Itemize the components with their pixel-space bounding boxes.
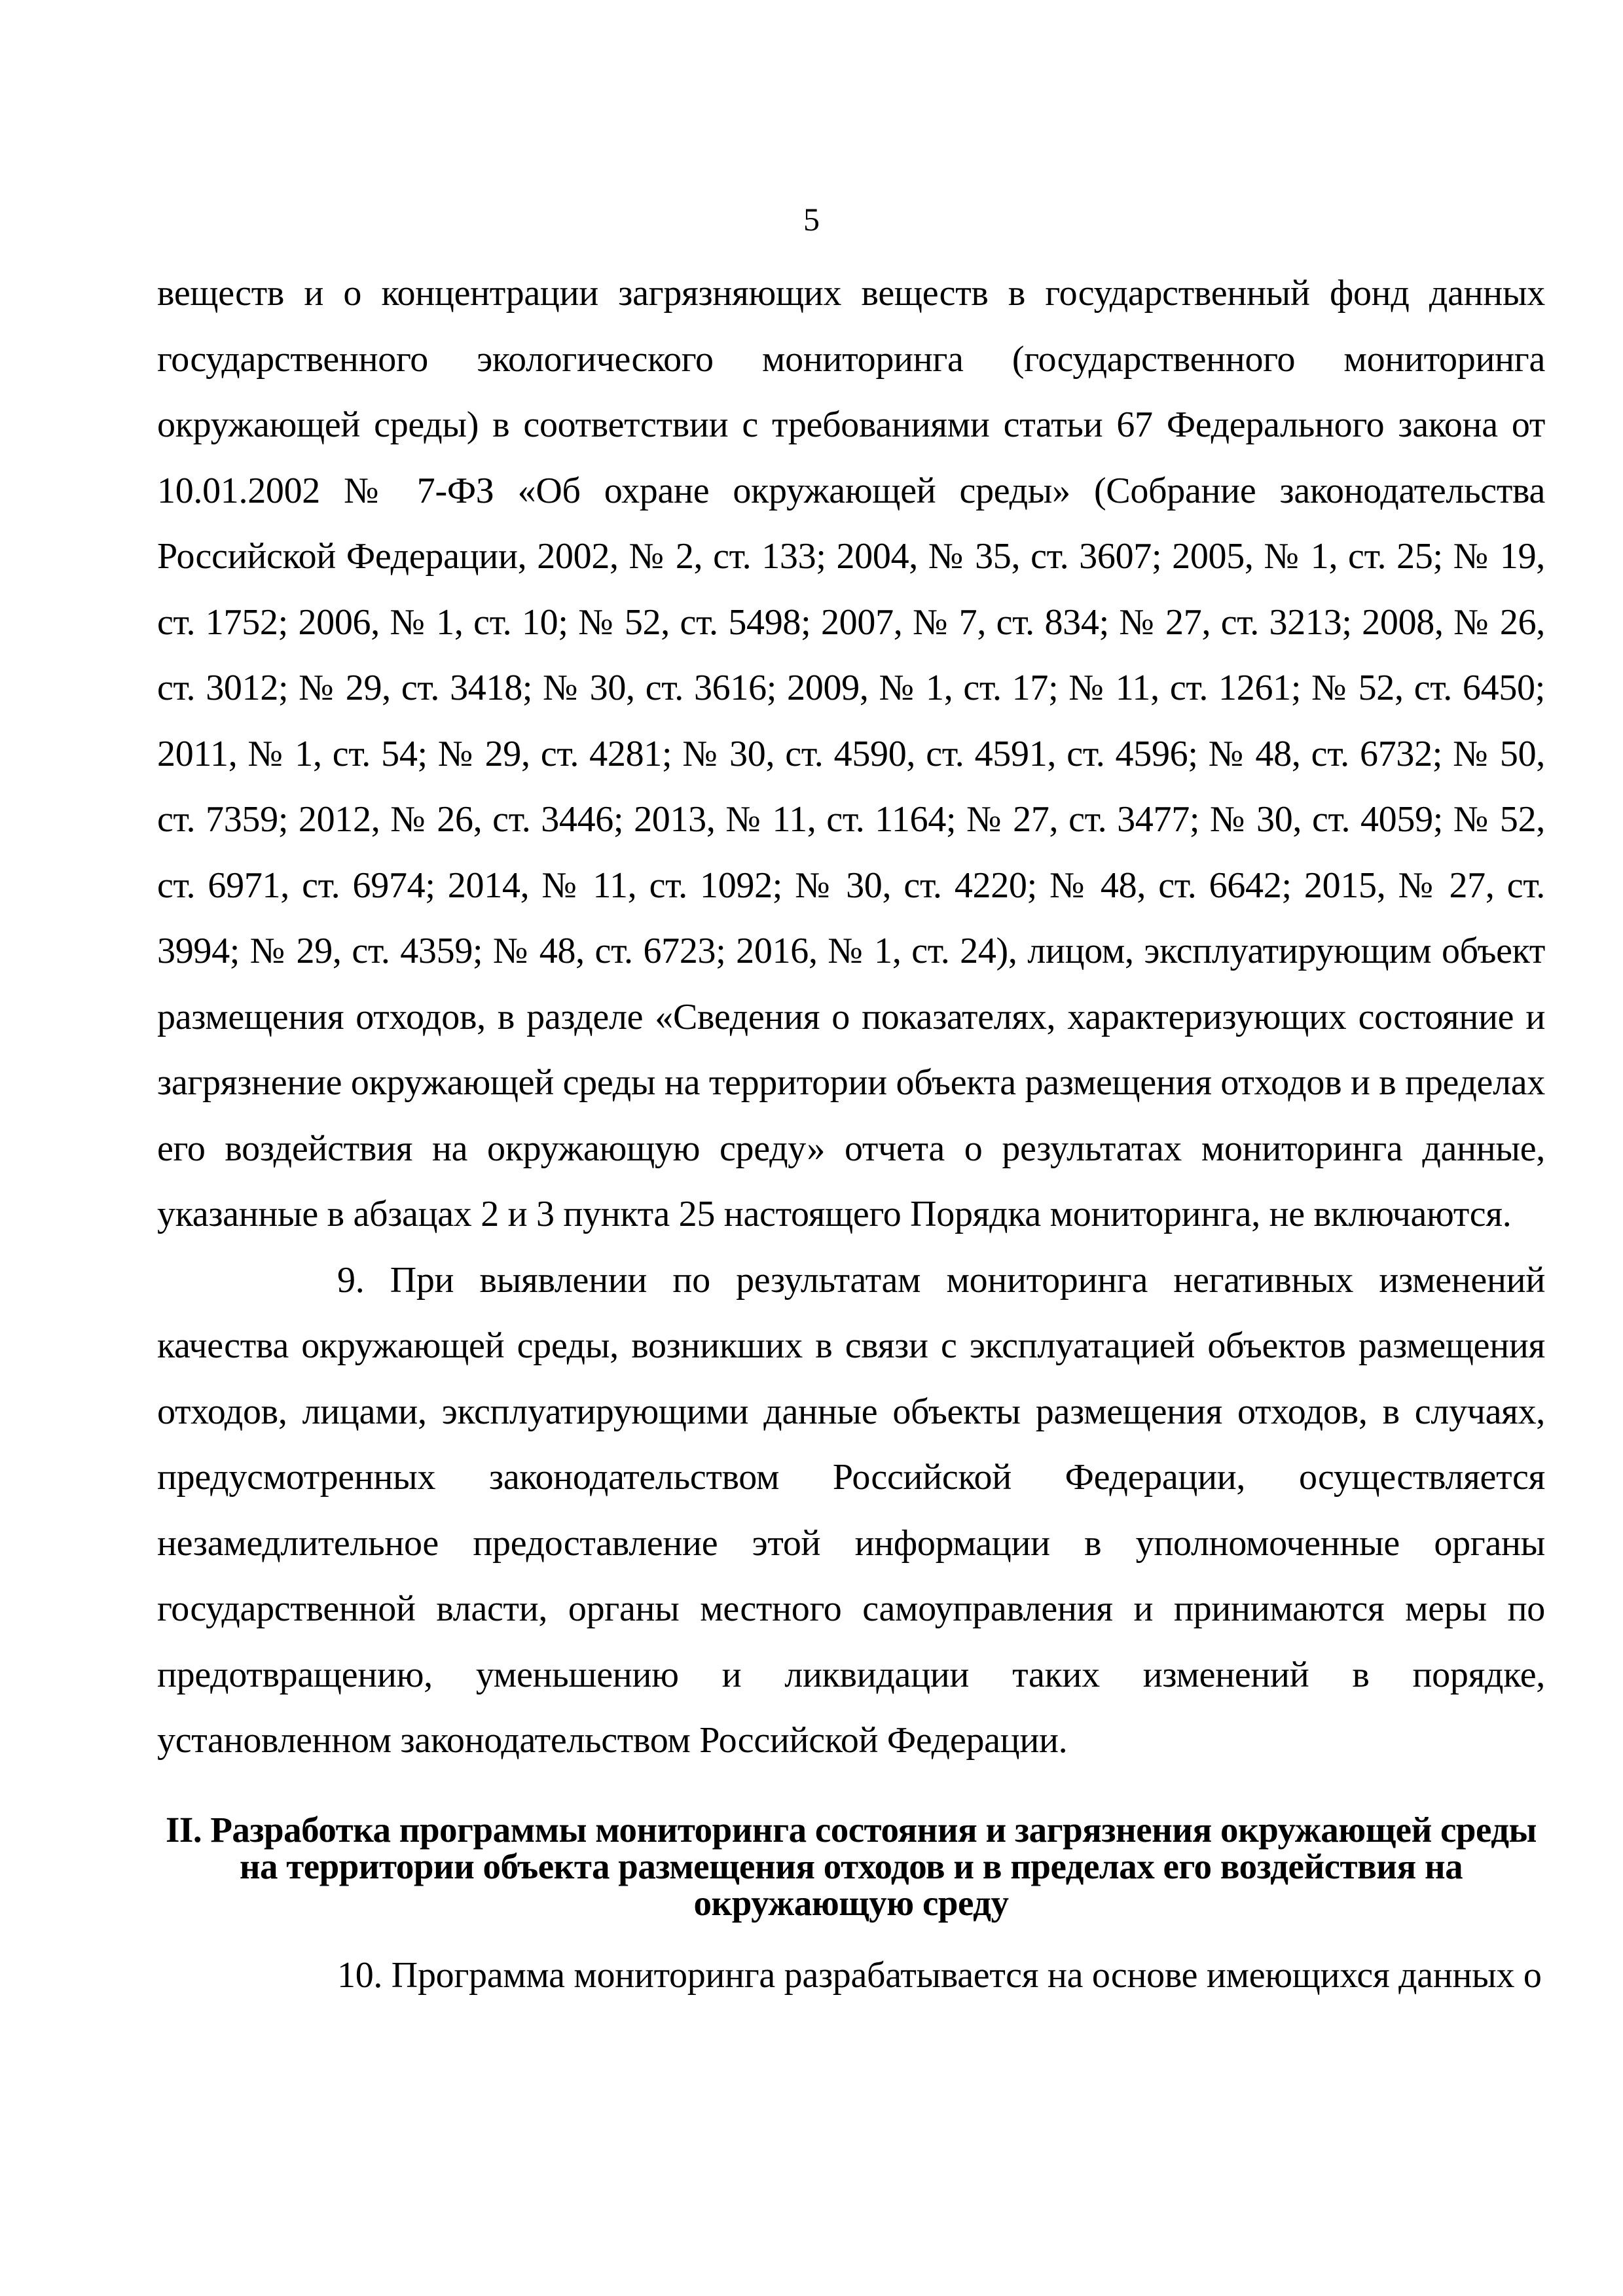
- paragraph-9: 9. При выявлении по результатам мониторинга негативных изменений качества окружающей среды, возникших в связи с эксплуатацией объектов размещения отходов, лицами, эксплуатирующими данные объекты размещения отходов, в случаях, предусмотренных законодательством Российской Федерации, осуществляется незамедлительное предоставление этой информации в уполномоченные органы государственной власти, органы местного самоуправления и принимаются меры по предотвращению, уменьшению и ликвидации таких изменений в порядке, установленном законодательством Российской Федерации.: [157, 1259, 1545, 1761]
- section-heading: II. Разработка программы мониторинга состояния и загрязнения окружающей среды на территории объекта размещения отходов и в пределах его воздействия на окружающую среду: [166, 1809, 1537, 1923]
- paragraph-continuation: веществ и о концентрации загрязняющих веществ в государственный фонд данных государственного экологического мониторинга (государственного мониторинга окружающей среды) в соответствии с требованиями статьи 67 Федерального закона от 10.01.2002 № 7-ФЗ «Об охране окружающей среды» (Собрание законодательства Российской Федерации, 2002, № 2, ст. 133; 2004, № 35, ст. 3607; 2005, № 1, ст. 25; № 19, ст. 1752; 2006, № 1, ст. 10; № 52, ст. 5498; 2007, № 7, ст. 834; № 27, ст. 3213; 2008, № 26, ст. 3012; № 29, ст. 3418; № 30, ст. 3616; 2009, № 1, ст. 17; № 11, ст. 1261; № 52, ст. 6450; 2011, № 1, ст. 54; № 29, ст. 4281; № 30, ст. 4590, ст. 4591, ст. 4596; № 48, ст. 6732; № 50, ст. 7359; 2012, № 26, ст. 3446; 2013, № 11, ст. 1164; № 27, ст. 3477; № 30, ст. 4059; № 52, ст. 6971, ст. 6974; 2014, № 11, ст. 1092; № 30, ст. 4220; № 48, ст. 6642; 2015, № 27, ст. 3994; № 29, ст. 4359; № 48, ст. 6723; 2016, № 1, ст. 24), лицом, эксплуатирующим объект размещения отходов, в разделе «Сведения о показателях, характеризующих состояние и загрязнение окружающей среды на территории объекта размещения отходов и в пределах его воздействия на окружающую среду» отчета о результатах мониторинга данные, указанные в абзацах 2 и 3 пункта 25 настоящего Порядка мониторинга, не включаются.: [157, 273, 1545, 1234]
- page-number: 5: [803, 201, 820, 238]
- paragraph-10: 10. Программа мониторинга разрабатывается на основе имеющихся данных о: [337, 1954, 1542, 1996]
- document-body: [157, 260, 1545, 2008]
